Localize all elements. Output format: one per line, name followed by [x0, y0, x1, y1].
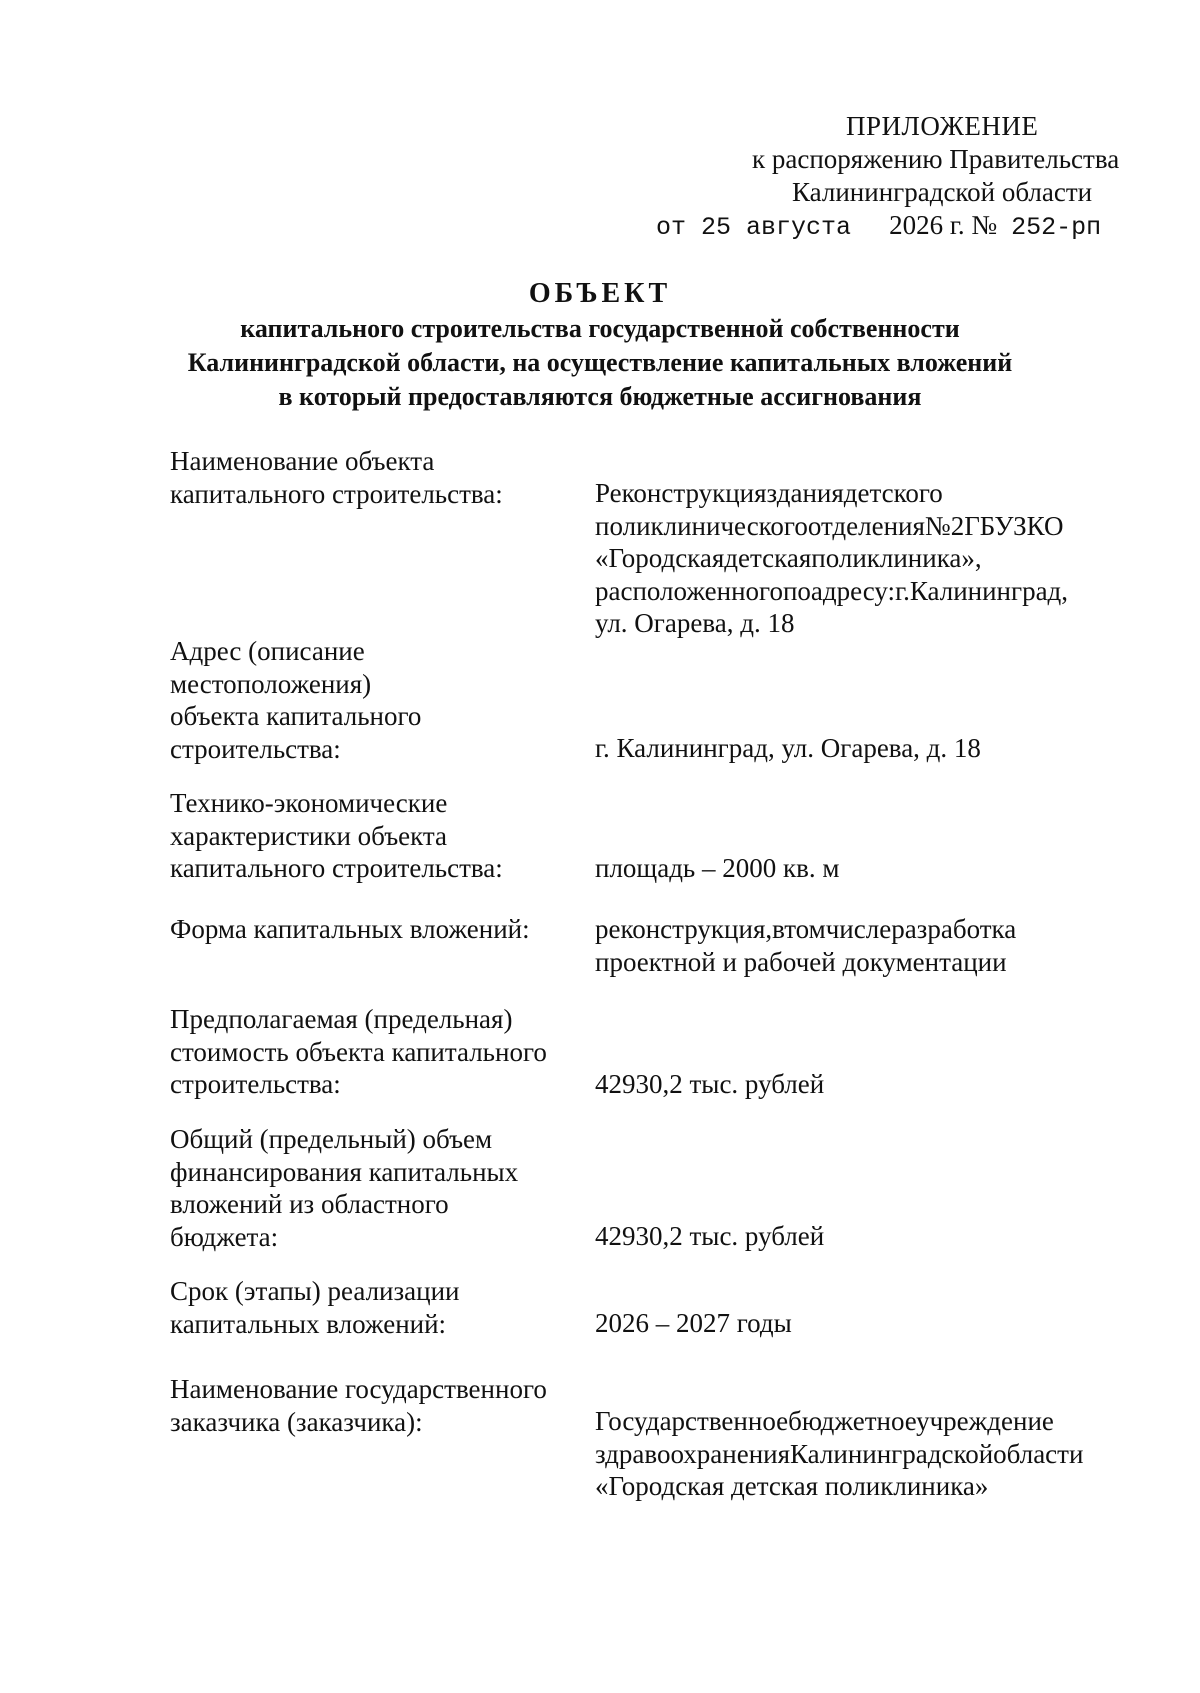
label-line: строительства: — [170, 1069, 341, 1099]
date-prefix: от — [656, 213, 687, 242]
value-line: г. Калининград, ул. Огарева, д. 18 — [595, 733, 981, 763]
label-line: стоимость объекта капитального — [170, 1036, 547, 1067]
label-line: характеристики объекта — [170, 820, 448, 851]
appendix-title: ПРИЛОЖЕНИЕ — [846, 111, 1039, 141]
label-line: Предполагаемая (предельная) — [170, 1004, 513, 1034]
value-line: ул. Огарева, д. 18 — [595, 608, 795, 638]
field-value — [595, 1405, 1155, 1503]
field-value — [595, 732, 1155, 765]
value-line: поликлиническогоотделения№2ГБУЗКО — [595, 510, 1064, 541]
label-line: вложений из областного — [170, 1189, 449, 1219]
document-number: 252-рп — [1011, 213, 1102, 242]
field-value — [595, 1220, 1155, 1253]
value-line: реконструкция,втомчислеразработка — [595, 914, 1017, 944]
label-line: Срок (этапы) реализации — [170, 1276, 460, 1306]
field-label — [170, 787, 590, 885]
value-line: 42930,2 тыс. рублей — [595, 1221, 825, 1251]
value-line: площадь – 2000 кв. м — [595, 853, 840, 883]
document-heading — [150, 276, 1050, 414]
value-line: расположенногопоадресу:г.Калининград, — [595, 575, 1069, 606]
field-label — [170, 1123, 590, 1253]
value-line: 42930,2 тыс. рублей — [595, 1069, 825, 1099]
label-line: Технико-экономические — [170, 788, 448, 818]
label-line: строительства: — [170, 733, 341, 764]
label-line: Адрес (описание — [170, 636, 365, 666]
label-line: местоположения) — [170, 668, 372, 699]
label-line: капитальных вложений: — [170, 1308, 447, 1339]
label-line: объекта капитального — [170, 701, 422, 731]
value-line: проектной и рабочей документации — [595, 946, 1007, 977]
label-line: Общий (предельный) объем — [170, 1124, 493, 1154]
value-line: «Городская детская поликлиника» — [595, 1471, 989, 1501]
label-line: Форма капитальных вложений: — [170, 914, 530, 944]
value-line: здравоохраненияКалининградскойобласти — [595, 1438, 1084, 1469]
heading-line-1: капитального строительства государственной собственности — [240, 314, 960, 343]
field-value — [595, 913, 1155, 978]
field-value — [595, 1307, 1155, 1340]
field-label — [170, 1275, 590, 1340]
field-label — [170, 1003, 590, 1101]
heading-line-2: Калининградской области, на осуществление капитальных вложений — [187, 348, 1013, 377]
appendix-region: Калининградской области — [792, 177, 1093, 207]
field-label — [170, 635, 590, 765]
field-label — [170, 1373, 590, 1438]
value-line: Реконструкциязданиядетского — [595, 478, 943, 508]
value-line: «Городскаядетскаяполиклиника», — [595, 543, 982, 573]
label-line: Наименование объекта — [170, 446, 435, 476]
field-value — [595, 477, 1155, 640]
field-value — [595, 852, 1155, 885]
heading-line-3: в который предоставляются бюджетные ассигнования — [278, 382, 922, 411]
date-year: 2026 г. № — [889, 210, 998, 240]
label-line: Наименование государственного — [170, 1374, 547, 1404]
label-line: заказчика (заказчика): — [170, 1406, 423, 1437]
value-line: 2026 – 2027 годы — [595, 1308, 792, 1338]
label-line: капитального строительства: — [170, 478, 503, 509]
date-day-month: 25 августа — [701, 213, 852, 242]
value-line: Государственноебюджетноеучреждение — [595, 1406, 1054, 1436]
field-label — [170, 445, 590, 510]
field-label — [170, 913, 590, 946]
label-line: капитального строительства: — [170, 853, 503, 883]
appendix-order-reference: к распоряжению Правительства — [752, 144, 1120, 174]
appendix-date-line — [656, 209, 1101, 244]
label-line: финансирования капитальных — [170, 1156, 519, 1187]
field-value — [595, 1068, 1155, 1101]
label-line: бюджета: — [170, 1221, 279, 1252]
heading-title: ОБЪЕКТ — [528, 278, 672, 309]
